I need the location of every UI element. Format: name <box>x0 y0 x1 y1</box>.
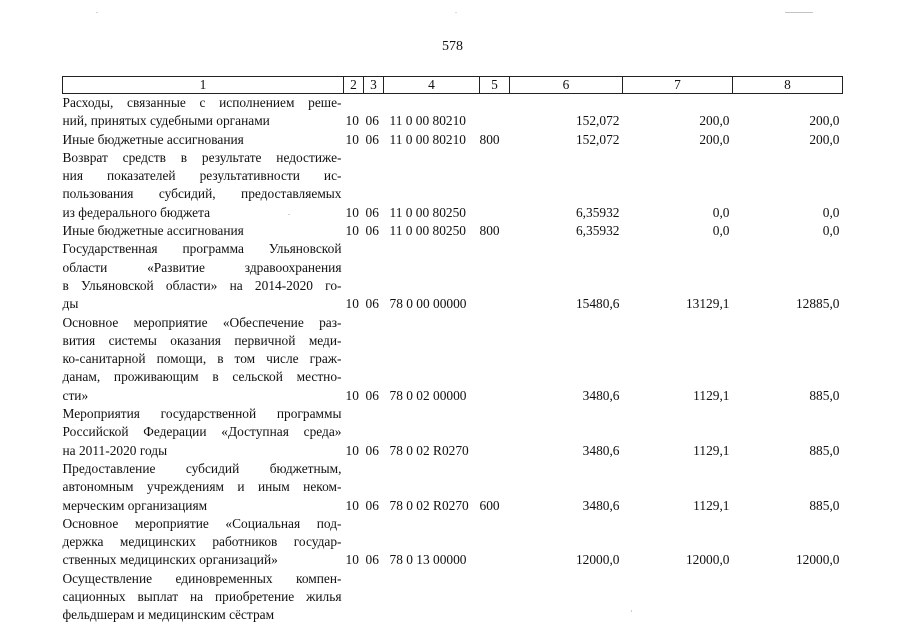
expense-type-code <box>480 94 510 131</box>
row-name-line: Российской Федерации «Доступная среда» <box>62 424 342 440</box>
row-name-line: пользования субсидий, предоставляемых <box>62 186 342 202</box>
row-name <box>63 460 344 515</box>
column-header-2: 2 <box>344 77 364 94</box>
amount-col-6: 152,072 <box>575 131 620 147</box>
target-article-code: 78 0 13 00000 <box>389 552 467 568</box>
table-body <box>63 94 843 625</box>
row-name-line: вития системы оказания первичной меди- <box>62 332 342 348</box>
row-name-line: ний, принятых судебными органами <box>62 113 270 129</box>
scan-speck <box>96 12 98 13</box>
column-header-3: 3 <box>364 77 384 94</box>
target-article-code: 78 0 00 00000 <box>389 296 467 312</box>
amount-col-6: 3480,6 <box>582 387 620 403</box>
section-code: 10 <box>345 204 359 220</box>
row-name-line: данам, проживающим в сельской местно- <box>62 369 342 385</box>
scan-speck <box>785 12 813 13</box>
amount-col-7: 200,0 <box>699 131 730 147</box>
expense-type-code <box>480 149 510 222</box>
row-name-line: ния показателей результативности ис- <box>62 168 342 184</box>
row-name-line: Основное мероприятие «Обеспечение раз- <box>62 314 342 330</box>
expense-type-code <box>480 570 510 625</box>
amount-col-7: 0,0 <box>712 223 730 239</box>
column-header-6: 6 <box>510 77 623 94</box>
amount-col-8: 885,0 <box>809 497 840 513</box>
subsection-code: 06 <box>365 131 379 147</box>
row-name-line: ственных медицинских организаций» <box>62 552 278 568</box>
column-header-4: 4 <box>384 77 480 94</box>
row-name-line: сационных выплат на приобретение жилья <box>62 589 342 605</box>
amount-col-8: 0,0 <box>822 204 840 220</box>
row-name-line: Осуществление единовременных компен- <box>62 570 342 586</box>
table-row <box>63 240 843 313</box>
amount-col-6: 3480,6 <box>582 497 620 513</box>
amount-col-7: 1129,1 <box>693 497 730 513</box>
amount-col-7: 12000,0 <box>685 552 730 568</box>
section-code <box>344 570 364 625</box>
amount-col-8: 0,0 <box>822 223 840 239</box>
scan-speck <box>455 12 457 13</box>
page-number: 578 <box>442 39 463 54</box>
row-name <box>63 314 344 405</box>
row-name-line: в Ульяновской области» на 2014-2020 го- <box>62 277 342 293</box>
subsection-code: 06 <box>365 387 379 403</box>
row-name-line: Мероприятия государственной программы <box>62 406 342 422</box>
expense-type-code <box>480 240 510 313</box>
target-article-code: 11 0 00 80250 <box>389 204 466 220</box>
target-article-code: 78 0 02 00000 <box>389 387 467 403</box>
row-name-line: сти» <box>62 387 89 403</box>
amount-col-8 <box>733 570 843 625</box>
amount-col-8: 200,0 <box>809 113 840 129</box>
row-name-line: фельдшерам и медицинским сёстрам <box>62 607 275 623</box>
amount-col-8: 12885,0 <box>795 296 840 312</box>
scan-speck <box>288 214 290 215</box>
expense-type-code: 600 <box>479 497 500 513</box>
amount-col-8: 885,0 <box>809 442 840 458</box>
amount-col-7: 1129,1 <box>693 442 730 458</box>
table-row <box>63 222 843 240</box>
target-article-code: 78 0 02 R0270 <box>389 497 469 513</box>
row-name-line: Расходы, связанные с исполнением реше- <box>62 95 342 110</box>
table-row <box>63 570 843 625</box>
amount-col-8: 200,0 <box>809 131 840 147</box>
row-name-line: из федерального бюджета <box>62 204 211 220</box>
amount-col-6: 15480,6 <box>575 296 620 312</box>
amount-col-8: 12000,0 <box>795 552 840 568</box>
row-name-line: ко-санитарной помощи, в том числе граж- <box>62 351 342 367</box>
row-name-line: держка медицинских работников государ- <box>62 534 342 550</box>
amount-col-7: 0,0 <box>712 204 730 220</box>
table-row <box>63 131 843 149</box>
expense-type-code <box>480 314 510 405</box>
row-name-line: Иные бюджетные ассигнования <box>62 223 244 239</box>
expense-type-code: 800 <box>479 223 500 239</box>
section-code: 10 <box>345 387 359 403</box>
expense-type-code <box>480 515 510 570</box>
section-code: 10 <box>345 223 359 239</box>
row-name-line: Предоставление субсидий бюджетным, <box>62 460 342 476</box>
target-article-code: 11 0 00 80210 <box>389 113 466 129</box>
column-header-7: 7 <box>623 77 733 94</box>
row-name-line: Основное мероприятие «Социальная под- <box>62 515 342 531</box>
section-code: 10 <box>345 296 359 312</box>
amount-col-7: 200,0 <box>699 113 730 129</box>
row-name <box>63 240 344 313</box>
row-name <box>63 222 344 240</box>
target-article-code <box>384 570 480 625</box>
subsection-code: 06 <box>365 442 379 458</box>
table-row <box>63 405 843 460</box>
column-header-8: 8 <box>733 77 843 94</box>
row-name-line: Иные бюджетные ассигнования <box>62 131 244 147</box>
row-name-line: области «Развитие здравоохранения <box>62 259 342 275</box>
section-code: 10 <box>345 131 359 147</box>
subsection-code: 06 <box>365 204 379 220</box>
amount-col-6: 6,35932 <box>575 204 620 220</box>
row-name-line: автономным учреждениям и иным неком- <box>62 479 342 495</box>
amount-col-6: 6,35932 <box>575 223 620 239</box>
row-name <box>63 149 344 222</box>
column-header-5: 5 <box>480 77 510 94</box>
target-article-code: 78 0 02 R0270 <box>389 442 469 458</box>
section-code: 10 <box>345 497 359 513</box>
row-name-line: ды <box>62 296 79 312</box>
amount-col-6: 12000,0 <box>575 552 620 568</box>
subsection-code: 06 <box>365 497 379 513</box>
subsection-code: 06 <box>365 552 379 568</box>
expense-type-code: 800 <box>479 131 500 147</box>
section-code: 10 <box>345 113 359 129</box>
target-article-code: 11 0 00 80250 <box>389 223 466 239</box>
section-code: 10 <box>345 552 359 568</box>
amount-col-8: 885,0 <box>809 387 840 403</box>
row-name-line: Возврат средств в результате недостиже- <box>62 149 342 165</box>
budget-table <box>62 76 843 625</box>
column-header-1: 1 <box>63 77 344 94</box>
expense-type-code <box>480 405 510 460</box>
section-code: 10 <box>345 442 359 458</box>
subsection-code <box>364 570 384 625</box>
target-article-code: 11 0 00 80210 <box>389 131 466 147</box>
amount-col-6 <box>510 570 623 625</box>
amount-col-7: 13129,1 <box>685 296 730 312</box>
row-name-line: на 2011-2020 годы <box>62 442 168 458</box>
row-name <box>63 515 344 570</box>
subsection-code: 06 <box>365 113 379 129</box>
amount-col-7: 1129,1 <box>693 387 730 403</box>
table-header <box>63 77 843 94</box>
table-row <box>63 314 843 405</box>
row-name <box>63 405 344 460</box>
row-name <box>63 570 344 625</box>
subsection-code: 06 <box>365 296 379 312</box>
amount-col-7 <box>623 570 733 625</box>
row-name <box>63 94 344 131</box>
row-name <box>63 131 344 149</box>
table-row <box>63 515 843 570</box>
row-name-line: Государственная программа Ульяновской <box>62 241 342 257</box>
subsection-code: 06 <box>365 223 379 239</box>
table-row <box>63 149 843 222</box>
scan-speck <box>631 610 632 612</box>
amount-col-6: 3480,6 <box>582 442 620 458</box>
row-name-line: мерческим организациям <box>62 497 208 513</box>
amount-col-6: 152,072 <box>575 113 620 129</box>
table-row <box>63 94 843 131</box>
table-row <box>63 460 843 515</box>
